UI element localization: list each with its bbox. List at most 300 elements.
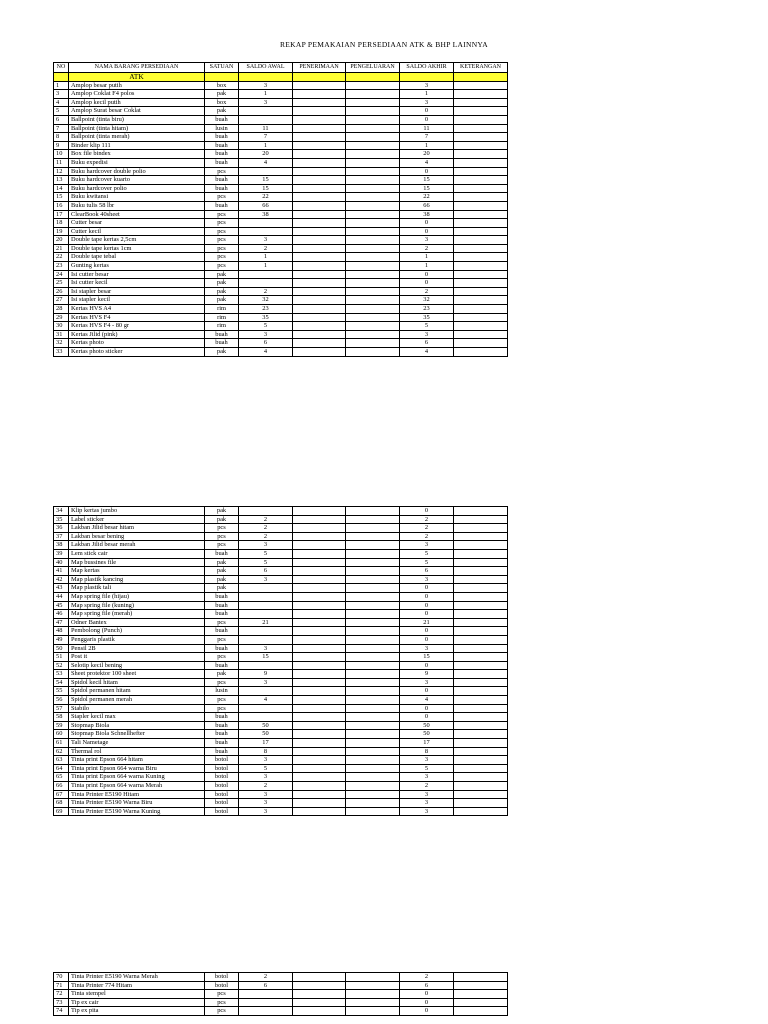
item-unit: pak <box>205 90 239 99</box>
table-row <box>54 115 508 124</box>
item-saldo-awal <box>239 227 293 236</box>
item-keterangan <box>454 678 508 687</box>
item-number: 53 <box>54 670 69 679</box>
table-row <box>54 507 508 516</box>
item-keterangan <box>454 313 508 322</box>
item-saldo-awal: 1 <box>239 253 293 262</box>
item-saldo-akhir: 0 <box>400 107 454 116</box>
item-saldo-akhir: 8 <box>400 747 454 756</box>
item-penerimaan <box>293 90 346 99</box>
item-name: Ballpoint (tinta hitam) <box>69 124 205 133</box>
item-keterangan <box>454 227 508 236</box>
item-unit: lusin <box>205 687 239 696</box>
item-penerimaan <box>293 739 346 748</box>
item-saldo-awal <box>239 592 293 601</box>
table-row <box>54 696 508 705</box>
item-saldo-awal: 3 <box>239 330 293 339</box>
item-number: 40 <box>54 558 69 567</box>
item-penerimaan <box>293 515 346 524</box>
item-saldo-akhir: 0 <box>400 219 454 228</box>
item-pengeluaran <box>346 990 400 999</box>
item-keterangan <box>454 790 508 799</box>
item-pengeluaran <box>346 653 400 662</box>
item-pengeluaran <box>346 739 400 748</box>
item-saldo-awal: 1 <box>239 90 293 99</box>
item-pengeluaran <box>346 670 400 679</box>
item-name: Map kertas <box>69 567 205 576</box>
table-row <box>54 653 508 662</box>
item-penerimaan <box>293 279 346 288</box>
item-saldo-akhir: 0 <box>400 713 454 722</box>
table-row <box>54 756 508 765</box>
item-saldo-awal: 38 <box>239 210 293 219</box>
table-row <box>54 790 508 799</box>
item-saldo-awal: 9 <box>239 670 293 679</box>
item-number: 69 <box>54 807 69 816</box>
item-name: Label sticker <box>69 515 205 524</box>
item-penerimaan <box>293 253 346 262</box>
item-keterangan <box>454 575 508 584</box>
item-saldo-akhir: 3 <box>400 81 454 90</box>
item-keterangan <box>454 322 508 331</box>
item-saldo-akhir: 15 <box>400 653 454 662</box>
item-pengeluaran <box>346 747 400 756</box>
item-saldo-awal: 5 <box>239 322 293 331</box>
item-penerimaan <box>293 618 346 627</box>
item-number: 64 <box>54 764 69 773</box>
item-saldo-akhir: 11 <box>400 124 454 133</box>
item-keterangan <box>454 653 508 662</box>
item-keterangan <box>454 515 508 524</box>
item-saldo-awal: 3 <box>239 644 293 653</box>
item-name: Tinta Printer E5190 Warna Merah <box>69 973 205 982</box>
item-saldo-akhir: 0 <box>400 592 454 601</box>
item-unit: pak <box>205 507 239 516</box>
table-row <box>54 678 508 687</box>
item-unit: pcs <box>205 193 239 202</box>
item-saldo-awal: 21 <box>239 618 293 627</box>
item-pengeluaran <box>346 279 400 288</box>
item-unit: buah <box>205 721 239 730</box>
item-saldo-awal: 2 <box>239 515 293 524</box>
item-penerimaan <box>293 782 346 791</box>
item-pengeluaran <box>346 244 400 253</box>
item-pengeluaran <box>346 541 400 550</box>
table-row <box>54 524 508 533</box>
header-keterangan: KETERANGAN <box>454 63 508 73</box>
item-keterangan <box>454 115 508 124</box>
table-row <box>54 107 508 116</box>
item-saldo-akhir: 5 <box>400 764 454 773</box>
table-row <box>54 201 508 210</box>
table-row <box>54 210 508 219</box>
item-keterangan <box>454 584 508 593</box>
item-unit: botol <box>205 764 239 773</box>
item-saldo-akhir: 0 <box>400 687 454 696</box>
item-saldo-awal: 3 <box>239 575 293 584</box>
item-keterangan <box>454 219 508 228</box>
item-penerimaan <box>293 713 346 722</box>
item-pengeluaran <box>346 618 400 627</box>
item-saldo-awal: 2 <box>239 244 293 253</box>
item-keterangan <box>454 610 508 619</box>
item-number: 24 <box>54 270 69 279</box>
item-saldo-akhir: 3 <box>400 98 454 107</box>
item-pengeluaran <box>346 756 400 765</box>
item-name: Kertas HVS F4 <box>69 313 205 322</box>
table-row <box>54 141 508 150</box>
item-penerimaan <box>293 764 346 773</box>
item-penerimaan <box>293 115 346 124</box>
table-row <box>54 133 508 142</box>
item-name: Isi stapler besar <box>69 287 205 296</box>
item-number: 29 <box>54 313 69 322</box>
item-penerimaan <box>293 790 346 799</box>
item-keterangan <box>454 193 508 202</box>
item-unit: pcs <box>205 262 239 271</box>
item-number: 55 <box>54 687 69 696</box>
item-name: Klip kertas jumbo <box>69 507 205 516</box>
item-saldo-awal <box>239 713 293 722</box>
item-unit: pcs <box>205 532 239 541</box>
item-name: Lakban Jilid besar merah <box>69 541 205 550</box>
item-name: Buku hardcover kuarto <box>69 176 205 185</box>
item-pengeluaran <box>346 227 400 236</box>
item-pengeluaran <box>346 807 400 816</box>
item-penerimaan <box>293 549 346 558</box>
item-number: 71 <box>54 981 69 990</box>
item-unit: pcs <box>205 227 239 236</box>
item-keterangan <box>454 158 508 167</box>
item-name: Kertas HVS A4 <box>69 305 205 314</box>
item-keterangan <box>454 524 508 533</box>
item-name: Stopmap Biola Schnellhefter <box>69 730 205 739</box>
item-saldo-akhir: 3 <box>400 756 454 765</box>
item-saldo-awal: 2 <box>239 287 293 296</box>
item-saldo-akhir: 3 <box>400 575 454 584</box>
item-saldo-akhir: 0 <box>400 115 454 124</box>
item-name: Post it <box>69 653 205 662</box>
table-row <box>54 81 508 90</box>
item-pengeluaran <box>346 270 400 279</box>
item-unit: lusin <box>205 124 239 133</box>
item-number: 67 <box>54 790 69 799</box>
item-name: Amplop besar putih <box>69 81 205 90</box>
table-row <box>54 773 508 782</box>
item-number: 47 <box>54 618 69 627</box>
item-unit: buah <box>205 549 239 558</box>
item-unit: buah <box>205 747 239 756</box>
item-keterangan <box>454 635 508 644</box>
item-name: Tinta Printer E5190 Warna Biru <box>69 799 205 808</box>
item-saldo-awal: 23 <box>239 305 293 314</box>
item-saldo-akhir: 3 <box>400 330 454 339</box>
item-number: 11 <box>54 158 69 167</box>
item-name: Cutter kecil <box>69 227 205 236</box>
item-number: 39 <box>54 549 69 558</box>
item-saldo-awal <box>239 115 293 124</box>
item-unit: buah <box>205 661 239 670</box>
item-name: Tip ex pita <box>69 1007 205 1016</box>
item-unit: buah <box>205 158 239 167</box>
table-row <box>54 704 508 713</box>
item-keterangan <box>454 592 508 601</box>
item-number: 44 <box>54 592 69 601</box>
item-saldo-awal: 1 <box>239 141 293 150</box>
item-penerimaan <box>293 270 346 279</box>
item-name: Amplop Surat besar Coklat <box>69 107 205 116</box>
item-unit: pcs <box>205 1007 239 1016</box>
item-saldo-akhir: 0 <box>400 227 454 236</box>
item-keterangan <box>454 262 508 271</box>
table-row <box>54 764 508 773</box>
item-saldo-akhir: 0 <box>400 507 454 516</box>
item-name: Spidol kecil hitam <box>69 678 205 687</box>
item-pengeluaran <box>346 773 400 782</box>
item-pengeluaran <box>346 515 400 524</box>
item-penerimaan <box>293 124 346 133</box>
item-keterangan <box>454 549 508 558</box>
item-name: Isi cutter kecil <box>69 279 205 288</box>
item-keterangan <box>454 339 508 348</box>
item-keterangan <box>454 696 508 705</box>
item-unit: botol <box>205 782 239 791</box>
item-saldo-awal: 4 <box>239 696 293 705</box>
table-row <box>54 279 508 288</box>
item-saldo-akhir: 0 <box>400 601 454 610</box>
item-penerimaan <box>293 627 346 636</box>
item-name: ClearBook 40sheet <box>69 210 205 219</box>
item-number: 56 <box>54 696 69 705</box>
item-number: 13 <box>54 176 69 185</box>
item-name: Tinta print Epson 664 hitam <box>69 756 205 765</box>
item-saldo-awal: 3 <box>239 756 293 765</box>
item-number: 58 <box>54 713 69 722</box>
item-pengeluaran <box>346 687 400 696</box>
item-name: Kertas Jilid (pink) <box>69 330 205 339</box>
item-penerimaan <box>293 176 346 185</box>
item-unit: buah <box>205 141 239 150</box>
category-row <box>54 73 508 82</box>
item-unit: pak <box>205 270 239 279</box>
item-number: 6 <box>54 115 69 124</box>
item-saldo-akhir: 2 <box>400 532 454 541</box>
item-number: 63 <box>54 756 69 765</box>
item-keterangan <box>454 558 508 567</box>
item-pengeluaran <box>346 107 400 116</box>
item-name: Map bussines file <box>69 558 205 567</box>
item-unit: buah <box>205 610 239 619</box>
item-unit: buah <box>205 201 239 210</box>
table-row <box>54 610 508 619</box>
item-pengeluaran <box>346 219 400 228</box>
item-keterangan <box>454 782 508 791</box>
item-keterangan <box>454 713 508 722</box>
item-penerimaan <box>293 532 346 541</box>
item-number: 70 <box>54 973 69 982</box>
item-name: Amplop kecil putih <box>69 98 205 107</box>
item-pengeluaran <box>346 764 400 773</box>
item-number: 74 <box>54 1007 69 1016</box>
item-saldo-awal <box>239 687 293 696</box>
item-saldo-akhir: 3 <box>400 236 454 245</box>
item-keterangan <box>454 348 508 357</box>
item-name: Tinta stempel <box>69 990 205 999</box>
item-unit: pcs <box>205 219 239 228</box>
item-penerimaan <box>293 747 346 756</box>
item-unit: pak <box>205 567 239 576</box>
item-unit: pcs <box>205 541 239 550</box>
item-name: Tinta Printer 774 Hitam <box>69 981 205 990</box>
item-keterangan <box>454 244 508 253</box>
item-number: 1 <box>54 81 69 90</box>
item-saldo-awal <box>239 167 293 176</box>
item-keterangan <box>454 764 508 773</box>
item-unit: buah <box>205 713 239 722</box>
item-saldo-akhir: 0 <box>400 635 454 644</box>
item-penerimaan <box>293 524 346 533</box>
item-penerimaan <box>293 661 346 670</box>
header-satuan: SATUAN <box>205 63 239 73</box>
item-saldo-akhir: 0 <box>400 279 454 288</box>
item-pengeluaran <box>346 790 400 799</box>
item-unit: box <box>205 98 239 107</box>
item-saldo-akhir: 3 <box>400 678 454 687</box>
item-keterangan <box>454 644 508 653</box>
item-saldo-awal <box>239 990 293 999</box>
table-row <box>54 721 508 730</box>
item-saldo-awal: 15 <box>239 184 293 193</box>
item-unit: pak <box>205 575 239 584</box>
table-row <box>54 193 508 202</box>
item-keterangan <box>454 799 508 808</box>
item-saldo-akhir: 0 <box>400 270 454 279</box>
item-pengeluaran <box>346 330 400 339</box>
item-keterangan <box>454 184 508 193</box>
table-row <box>54 990 508 999</box>
item-keterangan <box>454 730 508 739</box>
item-name: Penggaris plastik <box>69 635 205 644</box>
table-row <box>54 807 508 816</box>
item-saldo-awal <box>239 610 293 619</box>
item-number: 7 <box>54 124 69 133</box>
item-penerimaan <box>293 167 346 176</box>
item-name: Sheet protektor 100 sheet <box>69 670 205 679</box>
item-saldo-akhir: 6 <box>400 567 454 576</box>
item-keterangan <box>454 998 508 1007</box>
item-unit: buah <box>205 133 239 142</box>
item-keterangan <box>454 627 508 636</box>
item-saldo-akhir: 2 <box>400 973 454 982</box>
item-number: 33 <box>54 348 69 357</box>
item-penerimaan <box>293 150 346 159</box>
item-name: Tinta print Epson 664 warna Merah <box>69 782 205 791</box>
item-pengeluaran <box>346 193 400 202</box>
item-saldo-akhir: 2 <box>400 244 454 253</box>
item-saldo-awal <box>239 507 293 516</box>
table-row <box>54 618 508 627</box>
item-unit: pak <box>205 670 239 679</box>
table-row <box>54 322 508 331</box>
item-pengeluaran <box>346 696 400 705</box>
item-number: 20 <box>54 236 69 245</box>
table-row <box>54 296 508 305</box>
table-row <box>54 635 508 644</box>
item-unit: pak <box>205 296 239 305</box>
item-saldo-awal: 4 <box>239 158 293 167</box>
item-penerimaan <box>293 339 346 348</box>
item-number: 21 <box>54 244 69 253</box>
item-unit: pak <box>205 107 239 116</box>
item-saldo-awal: 35 <box>239 313 293 322</box>
item-saldo-akhir: 0 <box>400 990 454 999</box>
item-saldo-akhir: 3 <box>400 807 454 816</box>
item-pengeluaran <box>346 567 400 576</box>
item-saldo-akhir: 15 <box>400 184 454 193</box>
item-saldo-awal <box>239 107 293 116</box>
item-saldo-akhir: 3 <box>400 790 454 799</box>
category-label: ATK <box>69 73 205 82</box>
item-saldo-akhir: 0 <box>400 627 454 636</box>
item-keterangan <box>454 773 508 782</box>
item-number: 5 <box>54 107 69 116</box>
item-pengeluaran <box>346 313 400 322</box>
item-number: 30 <box>54 322 69 331</box>
table-row <box>54 981 508 990</box>
document-title: REKAP PEMAKAIAN PERSEDIAAN ATK & BHP LAINNYA <box>279 40 489 49</box>
item-number: 45 <box>54 601 69 610</box>
item-penerimaan <box>293 244 346 253</box>
item-name: Kertas photo <box>69 339 205 348</box>
item-saldo-akhir: 50 <box>400 730 454 739</box>
item-penerimaan <box>293 584 346 593</box>
item-saldo-akhir: 1 <box>400 141 454 150</box>
item-pengeluaran <box>346 339 400 348</box>
item-penerimaan <box>293 305 346 314</box>
item-saldo-akhir: 6 <box>400 981 454 990</box>
item-keterangan <box>454 756 508 765</box>
item-name: Pensil 2B <box>69 644 205 653</box>
item-number: 15 <box>54 193 69 202</box>
item-saldo-akhir: 32 <box>400 296 454 305</box>
item-saldo-akhir: 15 <box>400 176 454 185</box>
item-saldo-akhir: 7 <box>400 133 454 142</box>
item-number: 49 <box>54 635 69 644</box>
item-pengeluaran <box>346 524 400 533</box>
item-name: Map spring file (kuning) <box>69 601 205 610</box>
item-penerimaan <box>293 330 346 339</box>
item-saldo-awal: 5 <box>239 764 293 773</box>
item-saldo-awal: 50 <box>239 730 293 739</box>
item-number: 22 <box>54 253 69 262</box>
item-saldo-awal: 22 <box>239 193 293 202</box>
item-pengeluaran <box>346 782 400 791</box>
item-name: Kertas photo sticker <box>69 348 205 357</box>
item-keterangan <box>454 670 508 679</box>
item-saldo-akhir: 38 <box>400 210 454 219</box>
item-penerimaan <box>293 756 346 765</box>
item-number: 37 <box>54 532 69 541</box>
item-saldo-awal: 3 <box>239 81 293 90</box>
table-header-row <box>54 63 508 73</box>
item-number: 42 <box>54 575 69 584</box>
item-number: 68 <box>54 799 69 808</box>
item-saldo-awal <box>239 998 293 1007</box>
item-keterangan <box>454 270 508 279</box>
item-saldo-awal: 11 <box>239 124 293 133</box>
table-row <box>54 730 508 739</box>
item-penerimaan <box>293 670 346 679</box>
